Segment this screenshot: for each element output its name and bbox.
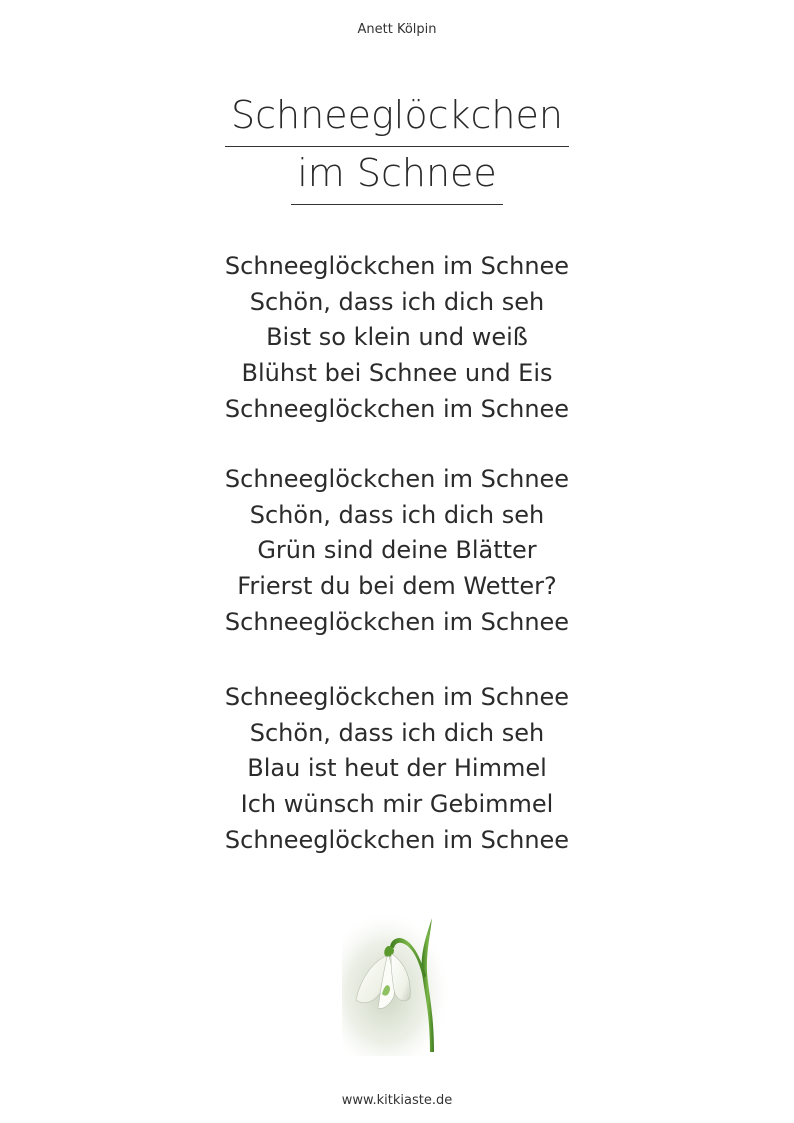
stanza-3	[0, 680, 794, 858]
poem-title-text-1: Schneeglöckchen	[225, 96, 569, 147]
verse-line: Blühst bei Schnee und Eis	[241, 359, 553, 388]
verse-line: Schön, dass ich dich seh	[249, 500, 545, 529]
verse-line: Schneeglöckchen im Schnee	[224, 607, 570, 636]
stanza-1	[0, 249, 794, 427]
verse-line: Schneeglöckchen im Schnee	[224, 394, 570, 423]
verse-line: Grün sind deine Blätter	[257, 536, 537, 565]
snowdrop-flower-icon	[342, 916, 452, 1056]
poem-title-line-2	[0, 151, 794, 205]
snowdrop-illustration	[342, 916, 452, 1056]
stanza-2	[0, 462, 794, 640]
poem-title-text-2: im Schnee	[291, 154, 503, 205]
verse-line: Schneeglöckchen im Schnee	[224, 465, 570, 493]
author-name: Anett Kölpin	[357, 22, 437, 37]
verse-line: Schneeglöckchen im Schnee	[224, 683, 570, 711]
website-url: www.kitkiaste.de	[341, 1093, 453, 1108]
verse-line: Blau ist heut der Himmel	[247, 754, 547, 783]
verse-line: Schneeglöckchen im Schnee	[224, 252, 570, 280]
verse-line: Schön, dass ich dich seh	[249, 718, 545, 747]
verse-line: Schneeglöckchen im Schnee	[224, 825, 570, 854]
verse-line: Bist so klein und weiß	[266, 323, 528, 352]
verse-line: Frierst du bei dem Wetter?	[237, 572, 557, 601]
verse-line: Ich wünsch mir Gebimmel	[240, 790, 554, 819]
verse-line: Schön, dass ich dich seh	[249, 287, 545, 316]
poem-title-line-1	[0, 93, 794, 147]
